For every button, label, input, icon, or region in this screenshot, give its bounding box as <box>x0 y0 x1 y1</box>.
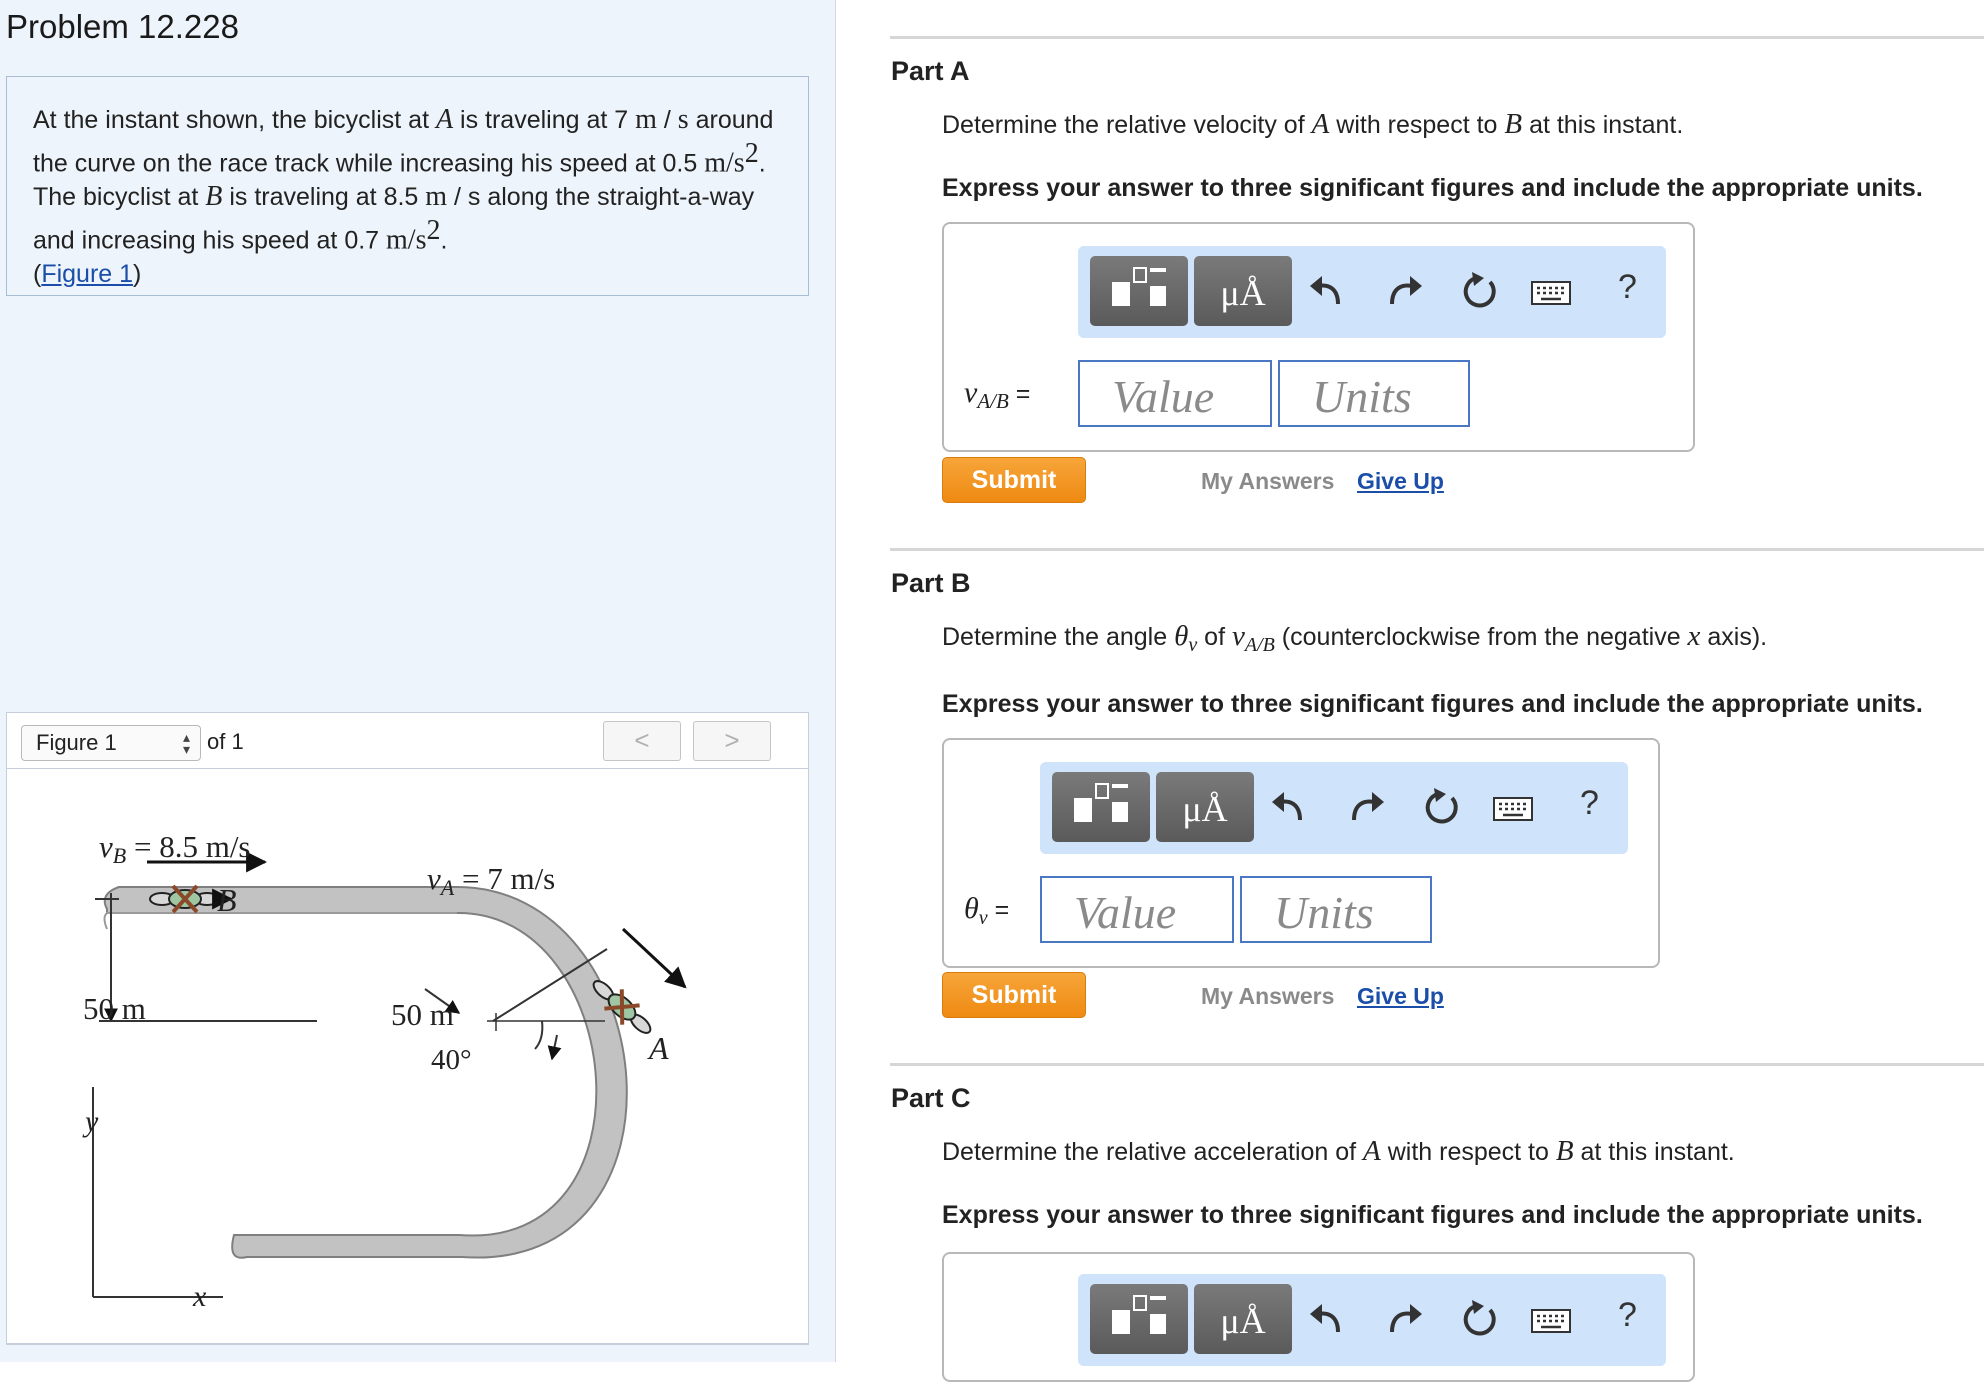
v-symbol: v <box>964 376 978 409</box>
undo-icon <box>1306 1298 1350 1342</box>
velocity-a-label <box>427 861 555 900</box>
statement-text: along the straight-a-way and increasing his speed at 0.7 <box>33 183 755 255</box>
help-button[interactable]: ? <box>1580 784 1599 822</box>
statement-text: is traveling at 8.5 <box>222 183 426 212</box>
question-text: (counterclockwise from the negative <box>1274 623 1688 651</box>
dimension-right-label: 50 m <box>391 997 454 1032</box>
point-a-symbol: A <box>435 104 454 135</box>
part-c-math-toolbar <box>1078 1274 1666 1366</box>
question-text: with respect to <box>1380 1138 1556 1166</box>
equals-sign: = <box>1008 380 1031 408</box>
unit-m: m <box>425 181 448 213</box>
mu-a-units-icon: μÅ <box>1220 273 1266 313</box>
keyboard-button[interactable] <box>1492 786 1536 830</box>
velocity-a-arrow <box>623 929 685 987</box>
va-symbol: v <box>427 861 441 896</box>
theta-symbol: θ <box>964 892 979 925</box>
va-value: = 7 m/s <box>454 861 556 896</box>
part-a-answer-label <box>964 376 1030 414</box>
templates-button[interactable] <box>1052 772 1150 842</box>
chevron-left-icon: < <box>634 725 650 755</box>
part-b-question <box>942 620 1767 657</box>
part-b-instruction: Express your answer to three significant figures and include the appropriate units. <box>942 690 1923 718</box>
unit-ms: m/s <box>704 147 745 179</box>
chevron-right-icon: > <box>724 725 740 755</box>
help-button[interactable]: ? <box>1618 268 1637 306</box>
point-b-symbol: B <box>205 181 223 213</box>
statement-text: around the curve on the race track while increasing his speed at 0.5 <box>33 106 774 178</box>
label-a: A <box>649 1030 669 1066</box>
y-axis-label: y <box>85 1105 99 1138</box>
part-c-divider <box>890 1063 1984 1066</box>
part-c-instruction: Express your answer to three significant figures and include the appropriate units. <box>942 1201 1923 1229</box>
theta-symbol: θ <box>1174 620 1189 652</box>
track-inner-edge <box>105 913 458 929</box>
problem-title: Problem 12.228 <box>6 8 239 45</box>
angle-arrow <box>552 1035 557 1059</box>
v-subscript: A/B <box>1244 634 1275 656</box>
part-b-divider <box>890 548 1984 551</box>
x-symbol: x <box>1687 620 1701 652</box>
part-a-give-up-link[interactable]: Give Up <box>1357 468 1444 494</box>
unit-ms: m/s <box>386 224 427 256</box>
keyboard-icon <box>1492 786 1536 830</box>
part-a-title: Part A <box>891 56 970 86</box>
part-a-instruction: Express your answer to three significant figures and include the appropriate units. <box>942 174 1923 202</box>
part-a-units-input[interactable] <box>1278 360 1470 427</box>
part-b-units-input[interactable] <box>1240 876 1432 943</box>
templates-button[interactable] <box>1090 1284 1188 1354</box>
part-b-submit-button[interactable]: Submit <box>942 972 1086 1018</box>
reset-button[interactable] <box>1458 270 1502 314</box>
prev-figure-button[interactable] <box>603 721 681 761</box>
units-button[interactable] <box>1194 256 1292 326</box>
unit-squared: 2 <box>744 138 759 169</box>
redo-button[interactable] <box>1382 270 1426 314</box>
problem-statement <box>6 76 809 296</box>
redo-icon <box>1344 786 1388 830</box>
reset-button[interactable] <box>1420 786 1464 830</box>
figure-select[interactable] <box>21 725 201 761</box>
templates-button[interactable] <box>1090 256 1188 326</box>
question-text: at this instant. <box>1573 1138 1735 1166</box>
point-b-symbol: B <box>1555 1135 1574 1167</box>
figure-toolbar <box>6 712 809 768</box>
label-b: B <box>217 882 237 918</box>
race-track <box>105 887 627 1258</box>
question-text: Determine the relative velocity of <box>942 111 1312 139</box>
part-b-give-up-link[interactable]: Give Up <box>1357 983 1444 1009</box>
point-a-symbol: A <box>1363 1135 1381 1167</box>
unit-slash: / <box>656 106 678 134</box>
part-b-answer-box <box>942 738 1660 968</box>
theta-subscript: v <box>978 907 988 929</box>
v-subscript: A/B <box>977 389 1009 413</box>
undo-button[interactable] <box>1268 786 1312 830</box>
unit-s: s <box>467 183 481 212</box>
templates-icon <box>1090 1284 1188 1354</box>
statement-text: . The bicyclist at <box>33 149 766 212</box>
unit-slash: / <box>447 183 468 212</box>
statement-text: is traveling at 7 <box>453 106 636 134</box>
x-axis-label: x <box>193 1280 207 1313</box>
mu-a-units-icon: μÅ <box>1182 789 1228 829</box>
keyboard-button[interactable] <box>1530 270 1574 314</box>
reset-icon <box>1458 1298 1502 1342</box>
part-c-question <box>942 1135 1735 1168</box>
race-track-figure <box>7 769 808 1343</box>
paren: ( <box>33 259 42 288</box>
dimension-left-label: 50 m <box>83 991 146 1026</box>
undo-icon <box>1268 786 1312 830</box>
problem-pane <box>0 0 836 1362</box>
templates-icon <box>1052 772 1150 842</box>
part-a-submit-button[interactable]: Submit <box>942 457 1086 503</box>
undo-button[interactable] <box>1306 270 1350 314</box>
redo-icon <box>1382 270 1426 314</box>
part-b-my-answers[interactable]: My Answers <box>1201 983 1335 1009</box>
undo-icon <box>1306 270 1350 314</box>
figure-count: of 1 <box>207 729 244 754</box>
point-a-symbol: A <box>1311 108 1330 140</box>
vb-subscript: B <box>112 843 127 868</box>
redo-button[interactable] <box>1344 786 1388 830</box>
part-c-title: Part C <box>891 1083 971 1113</box>
angle-arc <box>535 1021 542 1049</box>
question-text: of <box>1197 623 1232 651</box>
angle-label: 40° <box>431 1044 472 1076</box>
equals-sign: = <box>987 896 1010 924</box>
part-a-question <box>942 108 1683 141</box>
next-figure-button[interactable] <box>693 721 771 761</box>
reset-button[interactable] <box>1458 1298 1502 1342</box>
part-b-title: Part B <box>891 568 971 598</box>
question-text: axis). <box>1700 623 1768 651</box>
units-button[interactable] <box>1194 1284 1292 1354</box>
velocity-b-label <box>99 829 251 868</box>
theta-subscript: v <box>1188 634 1198 656</box>
vb-symbol: v <box>99 829 113 864</box>
select-arrows-icon: ▴ ▾ <box>182 729 190 757</box>
part-b-math-toolbar <box>1040 762 1628 854</box>
keyboard-icon <box>1530 270 1574 314</box>
part-b-answer-label <box>964 892 1009 930</box>
templates-icon <box>1090 256 1188 326</box>
help-button[interactable]: ? <box>1618 1296 1637 1334</box>
figure-footer <box>6 1344 809 1362</box>
vb-value: = 8.5 m/s <box>126 829 251 864</box>
figure-1-link[interactable]: Figure 1 <box>41 259 134 288</box>
figure-canvas <box>6 768 809 1344</box>
keyboard-icon <box>1530 1298 1574 1342</box>
question-text: Determine the angle <box>942 623 1175 651</box>
part-a-my-answers[interactable]: My Answers <box>1201 468 1335 494</box>
question-text: Determine the relative acceleration of <box>942 1138 1364 1166</box>
part-c-answer-box <box>942 1252 1695 1382</box>
reset-icon <box>1458 270 1502 314</box>
question-text: at this instant. <box>1522 111 1684 139</box>
part-a-divider <box>890 36 1984 39</box>
undo-button[interactable] <box>1306 1298 1350 1342</box>
figure-select-value: Figure 1 <box>36 730 117 755</box>
part-a-value-input[interactable] <box>1078 360 1272 427</box>
v-symbol: v <box>1231 620 1245 652</box>
unit-m: m <box>635 104 657 135</box>
units-button[interactable] <box>1156 772 1254 842</box>
part-a-math-toolbar <box>1078 246 1666 338</box>
question-text: with respect to <box>1329 111 1505 139</box>
mu-a-units-icon: μÅ <box>1220 1301 1266 1341</box>
point-b-symbol: B <box>1504 108 1523 140</box>
keyboard-button[interactable] <box>1530 1298 1574 1342</box>
reset-icon <box>1420 786 1464 830</box>
part-b-value-input[interactable] <box>1040 876 1234 943</box>
statement-text: . <box>440 226 448 255</box>
redo-icon <box>1382 1298 1426 1342</box>
unit-squared: 2 <box>426 215 441 247</box>
statement-text: At the instant shown, the bicyclist at <box>33 106 436 134</box>
part-a-answer-box <box>942 222 1695 452</box>
unit-s: s <box>677 104 689 135</box>
va-subscript: A <box>440 875 455 900</box>
paren: ) <box>133 259 142 288</box>
redo-button[interactable] <box>1382 1298 1426 1342</box>
